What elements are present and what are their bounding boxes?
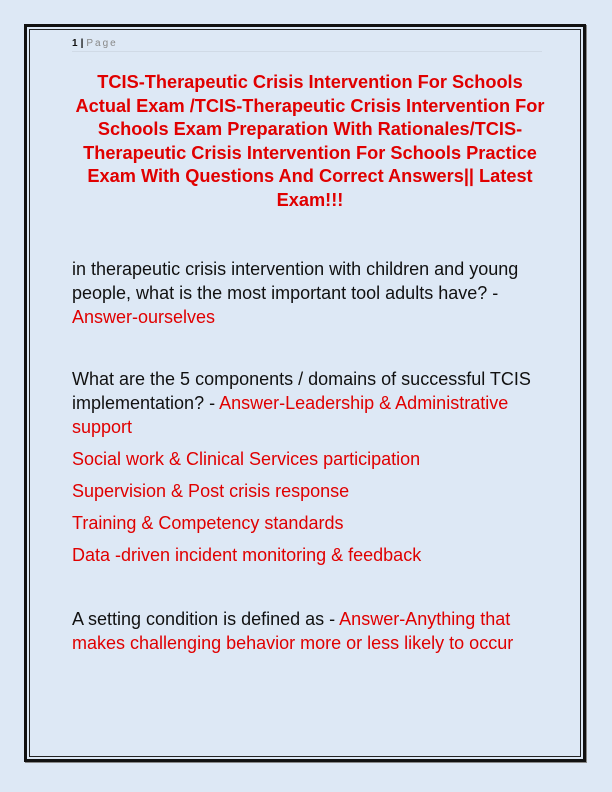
page-number <box>72 38 118 49</box>
header-divider <box>72 51 542 52</box>
question-text: implementation? - <box>72 393 220 413</box>
answer-list-item: Supervision & Post crisis response <box>72 481 350 501</box>
answer-text: makes challenging behavior more or less likely to occur <box>72 633 514 653</box>
answer-list-item: Social work & Clinical Services participation <box>72 449 421 469</box>
answer-list-item: Data -driven incident monitoring & feedback <box>72 545 422 565</box>
title-line: Actual Exam /TCIS-Therapeutic Crisis Intervention For <box>75 95 545 116</box>
answer-text: Answer-Leadership & Administrative <box>219 393 509 413</box>
question-3 <box>72 607 513 655</box>
title-line: Exam!!! <box>276 189 344 210</box>
answer-text: Answer-Anything that <box>339 609 511 629</box>
answer-list-item: Training & Competency standards <box>72 513 344 533</box>
question-text: in therapeutic crisis intervention with children and young <box>72 259 519 279</box>
answer-text: Answer-ourselves <box>72 307 216 327</box>
question-text: A setting condition is defined as - <box>72 609 340 629</box>
page-number-value: 1 <box>72 38 78 49</box>
title-line: Therapeutic Crisis Intervention For Schools Practice <box>83 142 537 163</box>
answer-text: support <box>72 417 133 437</box>
question-text: people, what is the most important tool adults have? - <box>72 283 499 303</box>
page-separator: | <box>80 38 84 49</box>
title-line: Schools Exam Preparation With Rationales/TCIS- <box>97 119 523 139</box>
page-label: Page <box>86 38 118 49</box>
question-2 <box>72 367 531 439</box>
title-line: TCIS-Therapeutic Crisis Intervention For Schools <box>97 72 523 92</box>
document-title <box>60 71 560 212</box>
question-1 <box>72 257 518 329</box>
question-text: What are the 5 components / domains of successful TCIS <box>72 369 531 389</box>
title-line: Exam With Questions And Correct Answers|| Latest <box>87 166 533 186</box>
